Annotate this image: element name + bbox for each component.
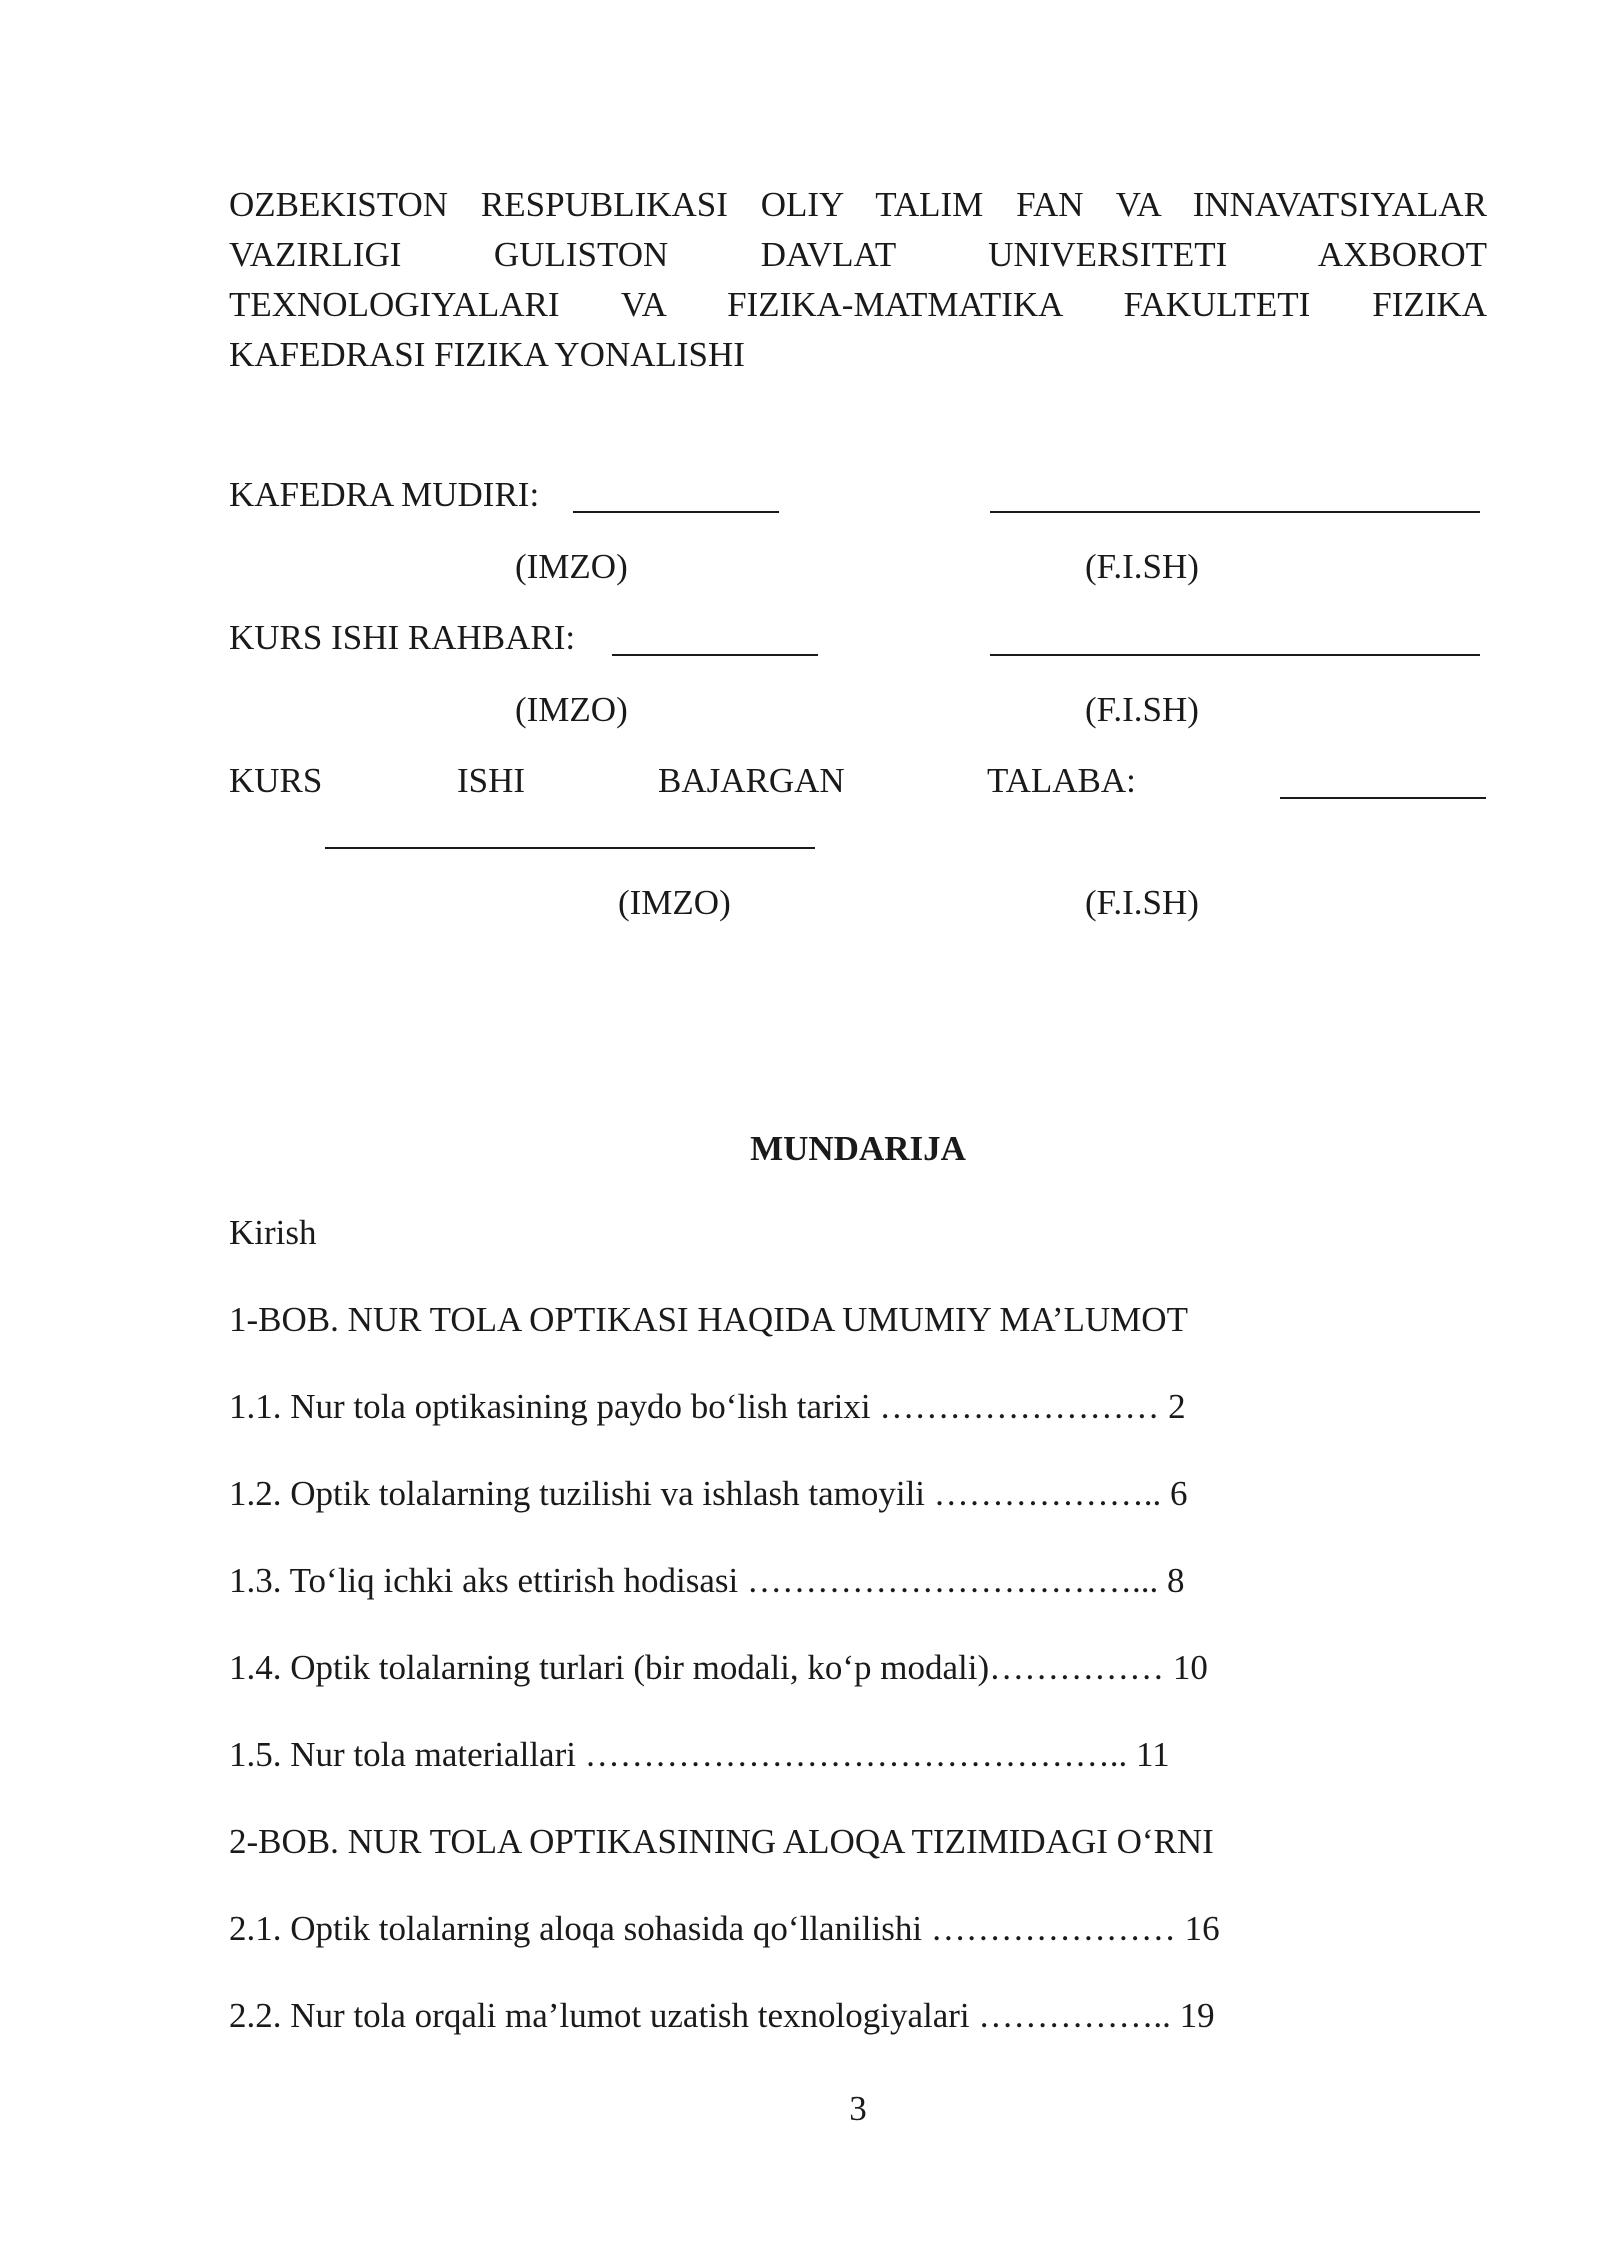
toc-item-1-4: 1.4. Optik tolalarning turlari (bir modali, ko‘p modali)…………… 10 (229, 1648, 1208, 1687)
rahbar-signature-line (612, 654, 818, 656)
talaba-label-word-1: KURS (229, 761, 323, 800)
toc-item-2-1: 2.1. Optik tolalarning aloqa sohasida qo‘llanilishi ………………… 16 (229, 1909, 1220, 1948)
header-line-4: KAFEDRASI FIZIKA YONALISHI (229, 335, 745, 374)
talaba-label-word-4: TALABA: (987, 761, 1136, 800)
talaba-label-word-2: ISHI (457, 761, 526, 800)
kafedra-imzo-caption: (IMZO) (515, 547, 628, 586)
header-line-2: VAZIRLIGI GULISTON DAVLAT UNIVERSITETI AXBOROT (229, 235, 1487, 274)
institution-header (229, 180, 1487, 380)
kafedra-name-line (990, 511, 1480, 513)
kurs-rahbari-label: KURS ISHI RAHBARI: (229, 618, 576, 657)
kafedra-signature-line (573, 511, 779, 513)
rahbar-imzo-caption: (IMZO) (515, 690, 628, 729)
toc-item-1-3: 1.3. To‘liq ichki aks ettirish hodisasi ……………………………... 8 (229, 1561, 1185, 1600)
page-number: 3 (849, 2089, 867, 2128)
kafedra-fish-caption: (F.I.SH) (1085, 547, 1199, 586)
toc-item-1-1: 1.1. Nur tola optikasining paydo bo‘lish tarixi …………………… 2 (229, 1387, 1186, 1426)
toc-item-chapter-1: 1-BOB. NUR TOLA OPTIKASI HAQIDA UMUMIY MA’LUMOT (229, 1300, 1188, 1339)
talaba-name-line (325, 847, 815, 849)
toc-title: MUNDARIJA (750, 1129, 966, 1168)
toc-item-1-2: 1.2. Optik tolalarning tuzilishi va ishlash tamoyili ……………….. 6 (229, 1474, 1188, 1513)
header-line-1: OZBEKISTON RESPUBLIKASI OLIY TALIM FAN VA INNAVATSIYALAR (229, 185, 1487, 224)
header-line-3: TEXNOLOGIYALARI VA FIZIKA-MATMATIKA FAKULTETI FIZIKA (229, 285, 1487, 324)
talaba-imzo-caption: (IMZO) (618, 883, 731, 922)
toc-item-kirish: Kirish (229, 1213, 317, 1252)
toc-item-chapter-2: 2-BOB. NUR TOLA OPTIKASINING ALOQA TIZIMIDAGI O‘RNI (229, 1822, 1214, 1861)
rahbar-fish-caption: (F.I.SH) (1085, 690, 1199, 729)
talaba-label-word-3: BAJARGAN (658, 761, 845, 800)
toc-item-1-5: 1.5. Nur tola materiallari ……………………………………….. 11 (229, 1735, 1170, 1774)
talaba-signature-line (1280, 797, 1486, 799)
rahbar-name-line (990, 654, 1480, 656)
table-of-contents (229, 1212, 1487, 2082)
talaba-fish-caption: (F.I.SH) (1085, 883, 1199, 922)
kafedra-mudiri-label: KAFEDRA MUDIRI: (229, 475, 540, 514)
toc-item-2-2: 2.2. Nur tola orqali ma’lumot uzatish texnologiyalari …………….. 19 (229, 1996, 1215, 2035)
